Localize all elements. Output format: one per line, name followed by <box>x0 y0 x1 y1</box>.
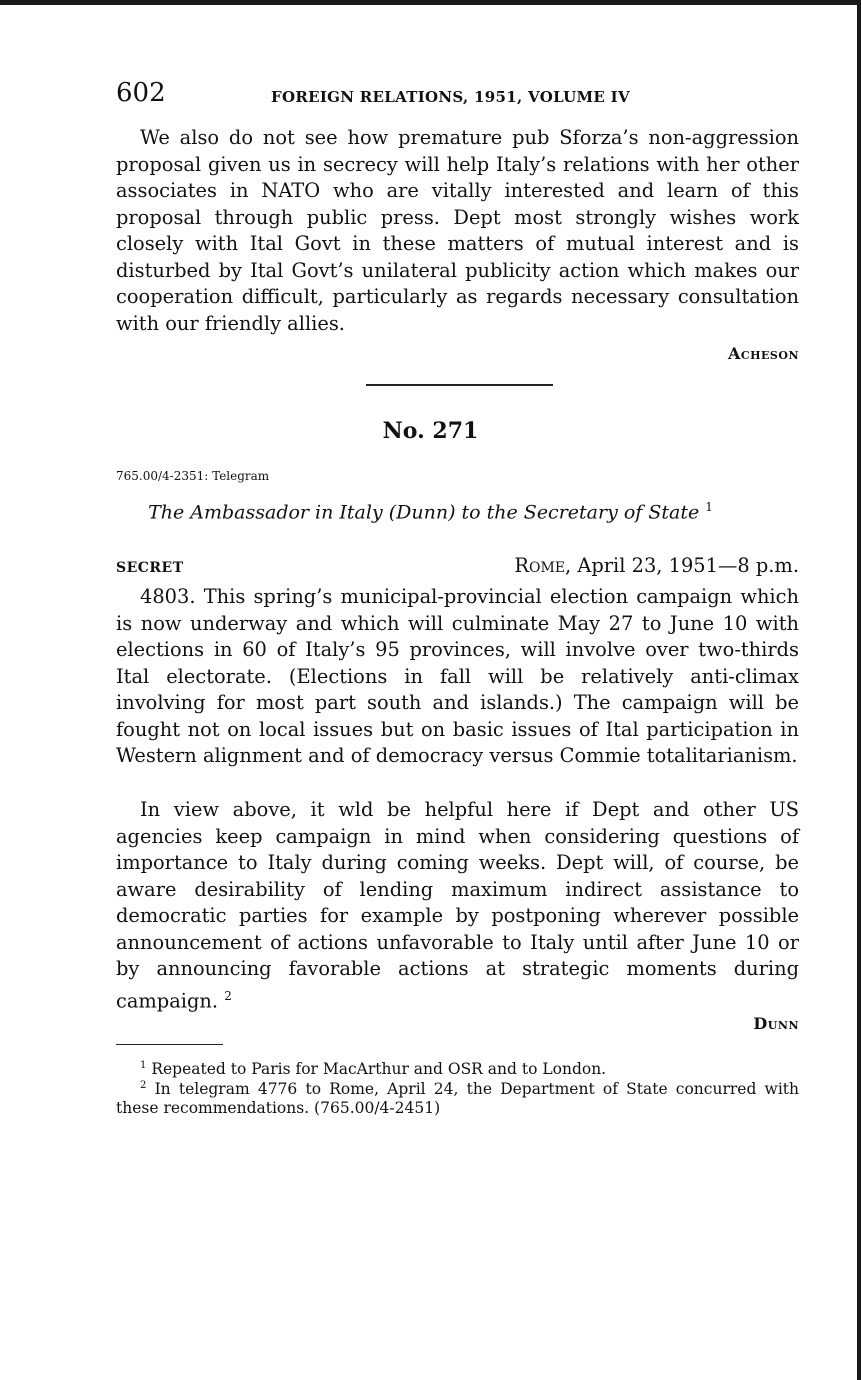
page-number: 602 <box>116 78 166 108</box>
footnote-rule <box>116 1044 223 1045</box>
telegram-paragraph-2 <box>116 797 799 1014</box>
footnote-1-mark: 1 <box>140 1060 147 1071</box>
section-divider <box>366 384 553 386</box>
dateline-place: Rome, <box>514 554 572 577</box>
telegram-paragraph-2-text: In view above, it wld be helpful here if Dept and other US agencies keep campaign in mind when considering questions of importance to Italy during coming weeks. Dept will, of course, be aware desirability of lending maximum indirect assistance to democratic parties for example by postponing wherever possible announcement of actions unfavorable to Italy until after June 10 or by announcing favorable actions at strategic moments during campaign. <box>116 798 799 1012</box>
footnote-2-mark: 2 <box>140 1080 147 1091</box>
classification-label: SECRET <box>116 560 184 576</box>
signature-acheson: Acheson <box>727 344 799 363</box>
footnote-2-text: In telegram 4776 to Rome, April 24, the Department of State concurred with these recommendations. (765.00/4-2451) <box>116 1080 799 1118</box>
footnote-1-text: Repeated to Paris for MacArthur and OSR and to London. <box>151 1060 607 1079</box>
page-header <box>116 78 799 112</box>
file-reference: 765.00/4-2351: Telegram <box>116 469 270 483</box>
telegram-paragraph-1: 4803. This spring’s municipal-provincial election campaign which is now underway and which will culminate May 27 to June 10 with elections in 60 of Italy’s 95 provinces, will involve over two-thirds Ital electorate. (Elections in fall will be relatively anti-climax involving for most part south and islands.) The campaign will be fought not on local issues but on basic issues of Ital participation in Western alignment and of democracy versus Commie totalitarianism. <box>116 585 799 767</box>
document-title <box>0 500 861 523</box>
document-title-text: The Ambassador in Italy (Dunn) to the Secretary of State <box>148 501 700 524</box>
footnote-marker-2[interactable]: 2 <box>224 988 232 1003</box>
scan-border-right <box>857 0 861 1380</box>
dateline <box>514 554 799 577</box>
footnote-2 <box>116 1076 799 1118</box>
footnote-marker-1[interactable]: 1 <box>705 500 713 514</box>
document-number: No. 271 <box>382 418 479 444</box>
signature-dunn: Dunn <box>753 1014 799 1033</box>
previous-document-paragraph: We also do not see how premature pub Sforza’s non-aggression proposal given us in secrecy will help Italy’s relations with her other associates in NATO who are vitally interested and learn of this proposal through public press. Dept most strongly wishes work closely with Ital Govt in these matters of mutual interest and is disturbed by Ital Govt’s unilateral publicity action which makes our cooperation difficult, particularly as regards necessary consultation with our friendly allies. <box>116 126 799 335</box>
running-head: FOREIGN RELATIONS, 1951, VOLUME IV <box>271 88 630 106</box>
dateline-date: April 23, 1951—8 p.m. <box>571 554 799 577</box>
scan-border-top <box>0 0 861 5</box>
